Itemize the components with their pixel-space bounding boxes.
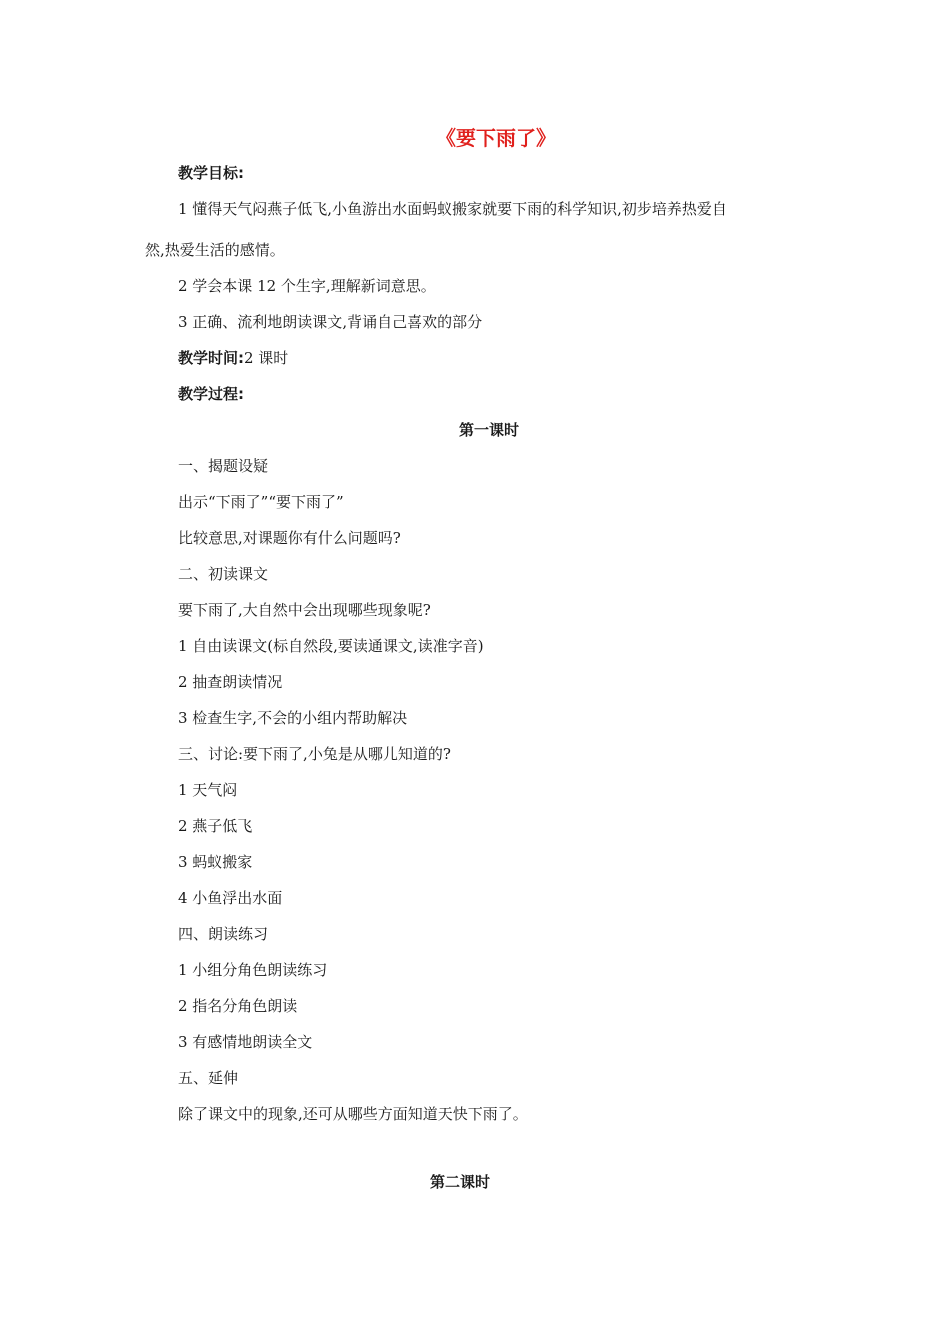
goal-item-1-line-2: 然,热爱生活的感情。 bbox=[145, 241, 285, 259]
goal-item-3: 3 正确、流利地朗读课文,背诵自己喜欢的部分 bbox=[178, 313, 483, 331]
teaching-time bbox=[178, 348, 288, 368]
goal-item-1-line-1: 1 懂得天气闷燕子低飞,小鱼游出水面蚂蚁搬家就要下雨的科学知识,初步培养热爱自 bbox=[178, 200, 727, 218]
lesson-1-line: 1 天气闷 bbox=[178, 781, 238, 799]
teaching-time-value: 2 课时 bbox=[244, 349, 289, 367]
lesson-1-line: 除了课文中的现象,还可从哪些方面知道天快下雨了。 bbox=[178, 1105, 528, 1123]
lesson-1-line: 3 有感情地朗读全文 bbox=[178, 1033, 313, 1051]
lesson-1-line: 3 检查生字,不会的小组内帮助解决 bbox=[178, 709, 408, 727]
lesson-1-line: 1 小组分角色朗读练习 bbox=[178, 961, 328, 979]
lesson-1-line: 出示“下雨了”“要下雨了” bbox=[178, 493, 344, 511]
document-title: 《要下雨了》 bbox=[436, 126, 556, 150]
process-heading: 教学过程: bbox=[178, 385, 244, 403]
lesson-2-heading: 第二课时 bbox=[430, 1173, 491, 1191]
lesson-1-line: 三、讨论:要下雨了,小兔是从哪儿知道的? bbox=[178, 745, 451, 763]
lesson-1-line: 1 自由读课文(标自然段,要读通课文,读准字音) bbox=[178, 637, 484, 655]
lesson-1-line: 四、朗读练习 bbox=[178, 925, 269, 943]
lesson-1-heading: 第一课时 bbox=[459, 421, 520, 439]
lesson-1-line: 2 燕子低飞 bbox=[178, 817, 253, 835]
lesson-1-line: 比较意思,对课题你有什么问题吗? bbox=[178, 529, 401, 547]
lesson-1-line: 2 抽查朗读情况 bbox=[178, 673, 283, 691]
lesson-1-line: 一、揭题设疑 bbox=[178, 457, 269, 475]
goal-item-2: 2 学会本课 12 个生字,理解新词意思。 bbox=[178, 277, 436, 295]
lesson-1-line: 五、延伸 bbox=[178, 1069, 239, 1087]
goals-heading: 教学目标: bbox=[178, 164, 244, 182]
lesson-1-line: 二、初读课文 bbox=[178, 565, 269, 583]
teaching-time-label: 教学时间: bbox=[178, 349, 244, 367]
lesson-1-line: 4 小鱼浮出水面 bbox=[178, 889, 283, 907]
lesson-1-line: 2 指名分角色朗读 bbox=[178, 997, 298, 1015]
lesson-1-line: 要下雨了,大自然中会出现哪些现象呢? bbox=[178, 601, 431, 619]
lesson-1-line: 3 蚂蚁搬家 bbox=[178, 853, 253, 871]
